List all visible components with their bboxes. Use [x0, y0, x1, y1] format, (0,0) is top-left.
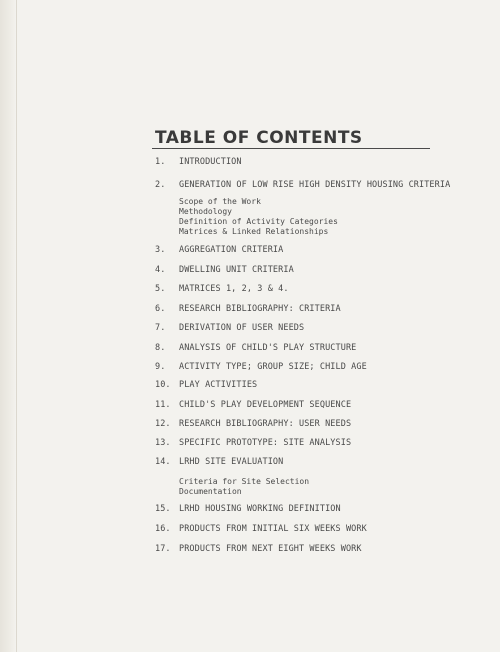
toc-entry-title: DERIVATION OF USER NEEDS — [179, 323, 305, 333]
toc-entry-number: 2. — [155, 180, 166, 190]
toc-subentry: Criteria for Site Selection — [179, 477, 310, 486]
toc-entry-number: 3. — [155, 245, 166, 255]
toc-entry-title: ANALYSIS OF CHILD'S PLAY STRUCTURE — [179, 343, 357, 353]
toc-entry-title: LRHD SITE EVALUATION — [179, 457, 284, 467]
toc-entry-number: 7. — [155, 323, 166, 333]
toc-entry-title: ACTIVITY TYPE; GROUP SIZE; CHILD AGE — [179, 362, 367, 372]
toc-entry-number: 13. — [155, 438, 171, 448]
toc-entry-number: 14. — [155, 457, 171, 467]
toc-entry-title: SPECIFIC PROTOTYPE: SITE ANALYSIS — [179, 438, 352, 448]
toc-entry-title: RESEARCH BIBLIOGRAPHY: USER NEEDS — [179, 419, 352, 429]
toc-entry-number: 12. — [155, 419, 171, 429]
toc-entry-number: 16. — [155, 524, 171, 534]
toc-entry-title: PRODUCTS FROM NEXT EIGHT WEEKS WORK — [179, 544, 362, 554]
toc-entry-title: INTRODUCTION — [179, 157, 242, 167]
toc-entry-title: DWELLING UNIT CRITERIA — [179, 265, 294, 275]
toc-entry-number: 4. — [155, 265, 166, 275]
toc-subentry: Scope of the Work — [179, 197, 261, 206]
toc-entry-number: 6. — [155, 304, 166, 314]
toc-entry-title: CHILD'S PLAY DEVELOPMENT SEQUENCE — [179, 400, 352, 410]
toc-subentry: Matrices & Linked Relationships — [179, 227, 329, 236]
toc-entry-title: PLAY ACTIVITIES — [179, 380, 258, 390]
toc-subentry: Definition of Activity Categories — [179, 217, 338, 226]
toc-entry-title: AGGREGATION CRITERIA — [179, 245, 284, 255]
toc-entry-number: 8. — [155, 343, 166, 353]
toc-entry-title: MATRICES 1, 2, 3 & 4. — [179, 284, 289, 294]
toc-entry-title: LRHD HOUSING WORKING DEFINITION — [179, 504, 341, 514]
toc-entry-number: 11. — [155, 400, 171, 410]
toc-entry-number: 15. — [155, 504, 171, 514]
toc-entry-number: 1. — [155, 157, 166, 167]
toc-subentry: Documentation — [179, 487, 242, 496]
toc-entry-number: 5. — [155, 284, 166, 294]
toc-entry-number: 9. — [155, 362, 166, 372]
toc-entry-title: RESEARCH BIBLIOGRAPHY: CRITERIA — [179, 304, 341, 314]
toc-entry-number: 17. — [155, 544, 171, 554]
toc-entry-title: PRODUCTS FROM INITIAL SIX WEEKS WORK — [179, 524, 367, 534]
toc-subentry: Methodology — [179, 207, 232, 216]
page-title: TABLE OF CONTENTS — [155, 128, 363, 148]
toc-entry-title: GENERATION OF LOW RISE HIGH DENSITY HOUSING CRITERIA — [179, 180, 451, 190]
toc-entry-number: 10. — [155, 380, 171, 390]
